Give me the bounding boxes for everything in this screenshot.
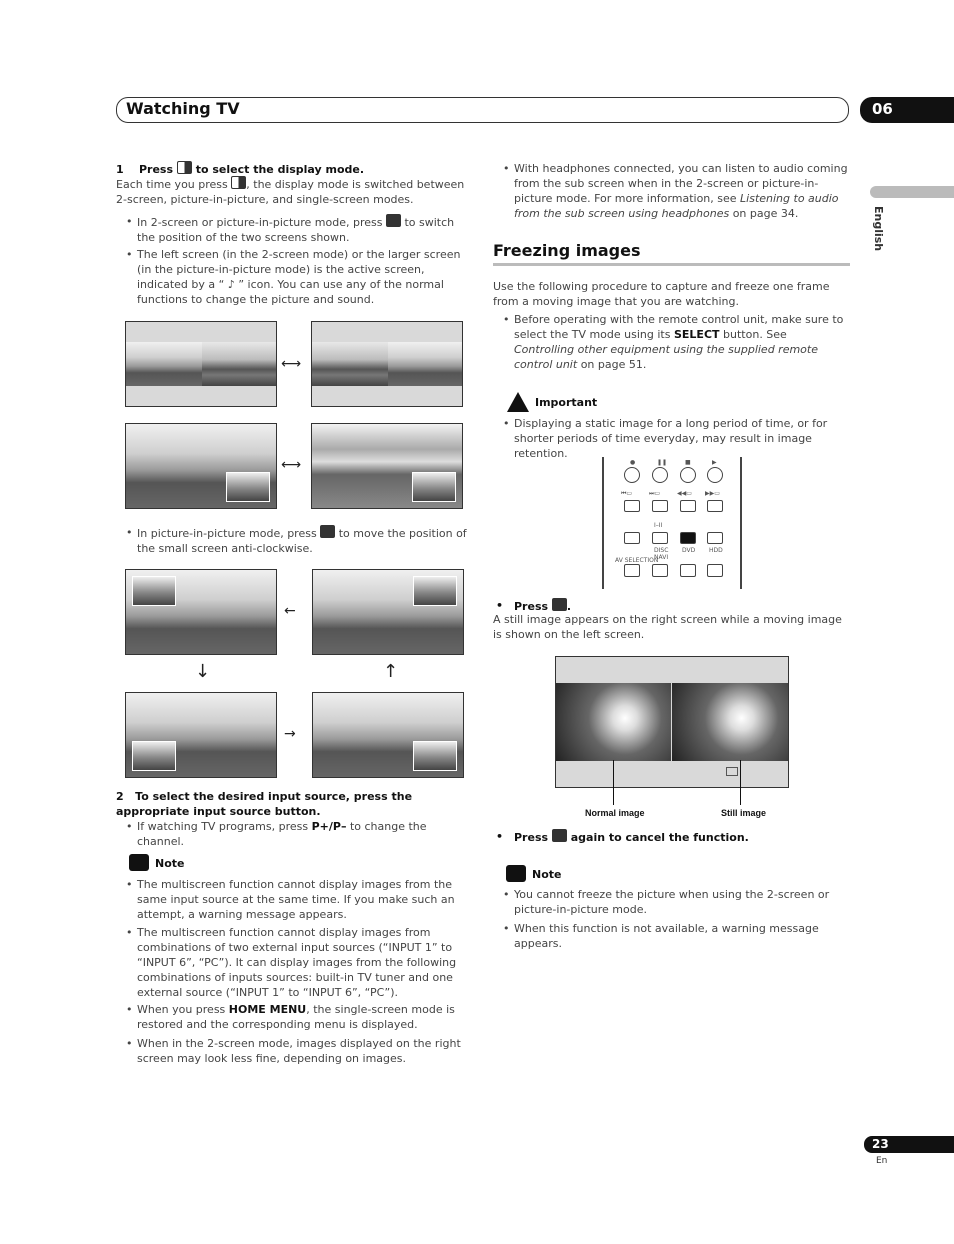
freeze-button-icon: [552, 598, 567, 611]
list-item: • The multiscreen function cannot display images from combinations of two external input sources (“INPUT 1” to “INPUT 6”, “PC”). It can display images from the following combinations of inputs sources: built-in TV tuner and one external source (“INPUT 1” to “INPUT 6”, “PC”).: [137, 925, 472, 1000]
section-title: Freezing images: [493, 241, 641, 260]
remote-button: [624, 467, 640, 483]
screen-pip-bottom-right: [312, 692, 464, 778]
list-item: • The left screen (in the 2-screen mode) or the larger screen (in the picture-in-picture mode) is the active screen, indicated by a “ ♪ ” icon. You can use any of the normal functions to change the picture and sound.: [137, 247, 472, 307]
list-item: • You cannot freeze the picture when using the 2-screen or picture-in-picture mode.: [514, 887, 850, 917]
press-instruction: • Press .: [496, 599, 572, 613]
warning-icon: [507, 392, 529, 412]
list-item: • In 2-screen or picture-in-picture mode, press to switch the position of the two screens shown.: [137, 214, 472, 245]
remote-button: [680, 564, 696, 577]
pause-icon: ❚❚: [657, 459, 668, 466]
arrow-left-icon: ←: [284, 603, 296, 619]
remote-button: [707, 564, 723, 577]
list-item: • If watching TV programs, press P+/P– to change the channel.: [137, 819, 472, 849]
display-mode-button-icon: [177, 161, 192, 174]
remote-label: AV SELECTION: [615, 557, 659, 564]
remote-button: [680, 500, 696, 512]
screen-pip-top-right: [312, 569, 464, 655]
remote-label: I–II: [654, 522, 663, 529]
page-title: Watching TV: [126, 99, 240, 118]
remote-button: [652, 532, 668, 544]
screen-pip-bottom-left: [125, 692, 277, 778]
prev-icon: ⏮▭: [621, 490, 633, 497]
remote-button: [652, 467, 668, 483]
list-item: • When this function is not available, a warning message appears.: [514, 921, 850, 951]
display-mode-button-icon: [231, 176, 246, 189]
list-item: • Displaying a static image for a long period of time, or for shorter periods of time everyday, may result in image retention.: [514, 416, 850, 461]
list-item: • With headphones connected, you can listen to audio coming from the sub screen when in the 2-screen or picture-in-picture mode. For more information, see Listening to audio from the sub screen using headphones on page 34.: [514, 161, 850, 221]
step-1: 1 Press to select the display mode.: [116, 163, 365, 176]
screen-pip-b: [311, 423, 463, 509]
move-button-icon: [320, 525, 335, 538]
swap-arrow-icon: ⟷: [281, 356, 302, 372]
language-label: English: [872, 206, 885, 252]
press-description: A still image appears on the right screen while a moving image is shown on the left screen.: [493, 613, 842, 641]
remote-button: [707, 500, 723, 512]
freeze-screen: [555, 656, 789, 788]
press-again-instruction: • Press again to cancel the function.: [496, 830, 749, 844]
remote-button: [624, 500, 640, 512]
arrow-up-icon: ↑: [383, 661, 399, 682]
list-item: • Before operating with the remote control unit, make sure to select the TV mode using its SELECT button. See Controlling other equipment using the supplied remote control unit on page 51.: [514, 312, 850, 372]
caption-still: Still image: [721, 808, 767, 818]
arrow-down-icon: ↓: [195, 661, 211, 682]
freeze-indicator-icon: [726, 767, 738, 776]
remote-label: HDD: [709, 547, 723, 554]
screen-pip-top-left: [125, 569, 277, 655]
remote-label: DVD: [682, 547, 696, 554]
list-item: • When you press HOME MENU, the single-screen mode is restored and the corresponding menu is displayed.: [137, 1002, 472, 1032]
screen-2screen-b: [311, 321, 463, 407]
note-icon: [129, 854, 149, 871]
note-heading: Note: [155, 857, 185, 870]
swap-button-icon: [386, 214, 401, 227]
stop-icon: ■: [685, 459, 691, 466]
freeze-button: [680, 532, 696, 544]
chapter-number: 06: [872, 100, 893, 118]
page-language-code: En: [876, 1156, 888, 1166]
record-dot-icon: ●: [630, 459, 636, 466]
swap-arrow-icon: ⟷: [281, 457, 302, 473]
intro-paragraph: Use the following procedure to capture and freeze one frame from a moving image that you are watching.: [493, 280, 830, 308]
remote-button: [652, 500, 668, 512]
remote-button: [652, 564, 668, 577]
callout-line: [613, 760, 614, 805]
callout-line: [740, 760, 741, 805]
remote-control-panel: [602, 457, 742, 589]
remote-label: DISC NAVI: [654, 547, 669, 561]
remote-button: [624, 532, 640, 544]
rewind-icon: ◀◀▭: [677, 490, 692, 497]
list-item: • In picture-in-picture mode, press to move the position of the small screen anti-clockwise.: [137, 525, 472, 556]
section-rule: [493, 263, 850, 266]
screen-2screen-a: [125, 321, 277, 407]
play-icon: ▶: [712, 459, 717, 466]
forward-icon: ▶▶▭: [705, 490, 720, 497]
step-1-body: Each time you press , the display mode is switched between 2-screen, picture-in-picture, and single-screen modes.: [116, 178, 465, 206]
list-item: • The multiscreen function cannot display images from the same input source at the same time. If you make such an attempt, a warning message appears.: [137, 877, 472, 922]
screen-pip-a: [125, 423, 277, 509]
remote-button: [707, 532, 723, 544]
freeze-button-icon: [552, 829, 567, 842]
page-number: 23: [872, 1137, 889, 1151]
list-item: • When in the 2-screen mode, images displayed on the right screen may look less fine, depending on images.: [137, 1036, 472, 1066]
remote-button: [707, 467, 723, 483]
language-tab: [870, 186, 954, 198]
remote-button: [624, 564, 640, 577]
next-icon: ⏭▭: [649, 490, 661, 497]
note-heading: Note: [532, 868, 562, 881]
arrow-right-icon: →: [284, 726, 296, 742]
remote-button: [680, 467, 696, 483]
important-heading: Important: [535, 396, 598, 409]
note-icon: [506, 865, 526, 882]
caption-normal: Normal image: [585, 808, 645, 818]
step-2: 2 To select the desired input source, press the appropriate input source button.: [116, 790, 413, 818]
